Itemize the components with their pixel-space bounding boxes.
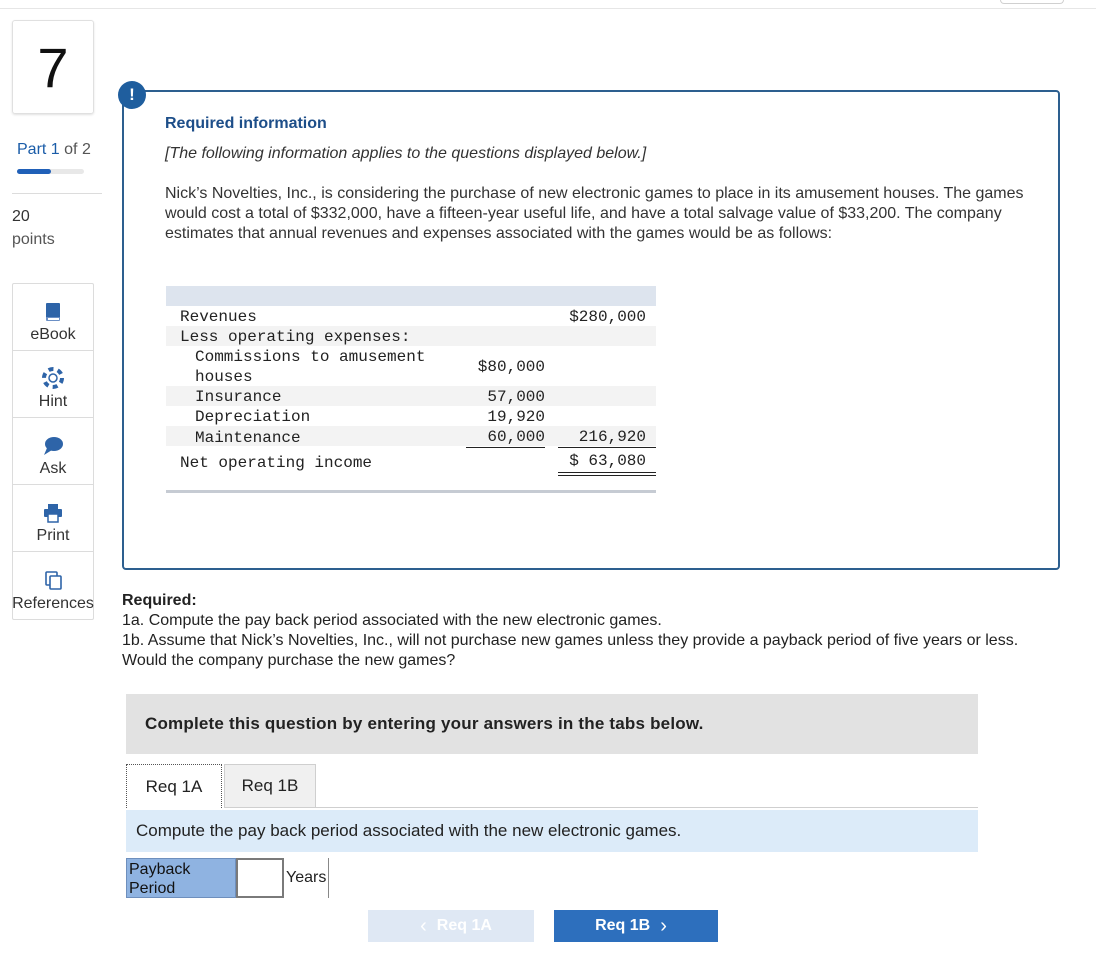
double-underline-top	[558, 472, 656, 473]
question-number: 7	[12, 20, 94, 114]
less-expenses-label: Less operating expenses:	[180, 328, 411, 346]
top-edge-button[interactable]	[1000, 0, 1064, 4]
maintenance-value: 60,000	[487, 428, 545, 446]
total-underline	[558, 447, 656, 448]
maintenance-label: Maintenance	[195, 429, 301, 447]
prev-button-label: Req 1A	[436, 917, 492, 934]
chevron-right-icon: ›	[660, 914, 667, 937]
instructions-banner: Complete this question by entering your answers in the tabs below.	[126, 694, 978, 754]
table-bottom-border	[166, 490, 656, 493]
ask-button[interactable]	[13, 418, 93, 485]
printer-icon	[42, 503, 64, 523]
insurance-label: Insurance	[195, 388, 282, 406]
part-indicator	[17, 141, 91, 159]
tool-label: References	[12, 595, 94, 612]
book-icon	[43, 302, 63, 322]
part-label: Part	[17, 141, 47, 158]
tool-label: eBook	[30, 326, 76, 343]
commissions-value: $80,000	[477, 358, 545, 376]
tool-label: Hint	[38, 393, 68, 410]
copy-pages-icon	[42, 571, 64, 591]
ebook-button[interactable]	[13, 284, 93, 351]
part-progress-fill	[17, 169, 51, 174]
part-current: 1	[50, 141, 60, 158]
required-heading: Required:	[122, 592, 197, 609]
requirement-1b: 1b. Assume that Nick’s Novelties, Inc., will not purchase new games unless they provide a payback period of five years or less. Would the company purchase the new games?	[122, 632, 1019, 669]
tab-req-1b[interactable]: Req 1B	[224, 764, 316, 808]
commissions-label-line1: Commissions to amusement	[195, 348, 426, 366]
revenues-value: $280,000	[569, 308, 646, 326]
prev-req-button[interactable]	[368, 910, 534, 942]
next-req-button[interactable]	[554, 910, 718, 942]
chevron-left-icon: ‹	[420, 914, 427, 937]
table-header-band	[166, 286, 656, 306]
points-value: 20	[12, 208, 30, 225]
revenues-label: Revenues	[180, 308, 257, 326]
divider	[12, 193, 102, 194]
net-income-label: Net operating income	[180, 454, 373, 472]
tool-label: Print	[36, 527, 70, 544]
requirement-1a: 1a. Compute the pay back period associated with the new electronic games.	[122, 612, 662, 629]
income-statement-table	[166, 286, 656, 494]
part-of: of 2	[64, 141, 91, 158]
commissions-label-line2: houses	[195, 368, 253, 386]
info-applies-note: [The following information applies to the questions displayed below.]	[165, 145, 647, 162]
payback-period-label: Payback Period	[126, 858, 236, 898]
tab-req-1a[interactable]: Req 1A	[126, 764, 222, 808]
references-button[interactable]	[13, 552, 93, 619]
alert-icon: !	[118, 81, 146, 109]
part-progress-bar	[17, 169, 84, 174]
depreciation-label: Depreciation	[195, 408, 311, 426]
payback-unit-label: Years	[286, 858, 329, 898]
question-prompt: Compute the pay back period associated with the new electronic games.	[126, 810, 978, 852]
subtotal-underline	[466, 447, 545, 448]
tool-label: Ask	[39, 460, 67, 477]
print-button[interactable]	[13, 485, 93, 552]
double-underline-bottom	[558, 475, 656, 476]
hint-button[interactable]	[13, 351, 93, 418]
tab-divider	[316, 807, 978, 808]
lifebuoy-icon	[42, 367, 64, 389]
points-label: points	[12, 231, 55, 248]
payback-period-input[interactable]	[236, 858, 284, 898]
insurance-value: 57,000	[487, 388, 545, 406]
speech-bubble-icon	[42, 436, 64, 456]
next-button-label: Req 1B	[595, 917, 651, 934]
top-divider	[0, 8, 1096, 9]
total-expenses-value: 216,920	[578, 428, 646, 446]
tool-panel	[12, 283, 94, 620]
info-heading: Required information	[165, 115, 327, 132]
info-description: Nick’s Novelties, Inc., is considering the purchase of new electronic games to place in its amusement houses. The games would cost a total of $332,000, have a fifteen-year useful life, and have a total salvage value of $33,200. The company estimates that annual revenues and expenses associated with the games would be as follows:	[165, 185, 1024, 242]
depreciation-value: 19,920	[487, 408, 545, 426]
net-income-value: $ 63,080	[569, 452, 646, 470]
